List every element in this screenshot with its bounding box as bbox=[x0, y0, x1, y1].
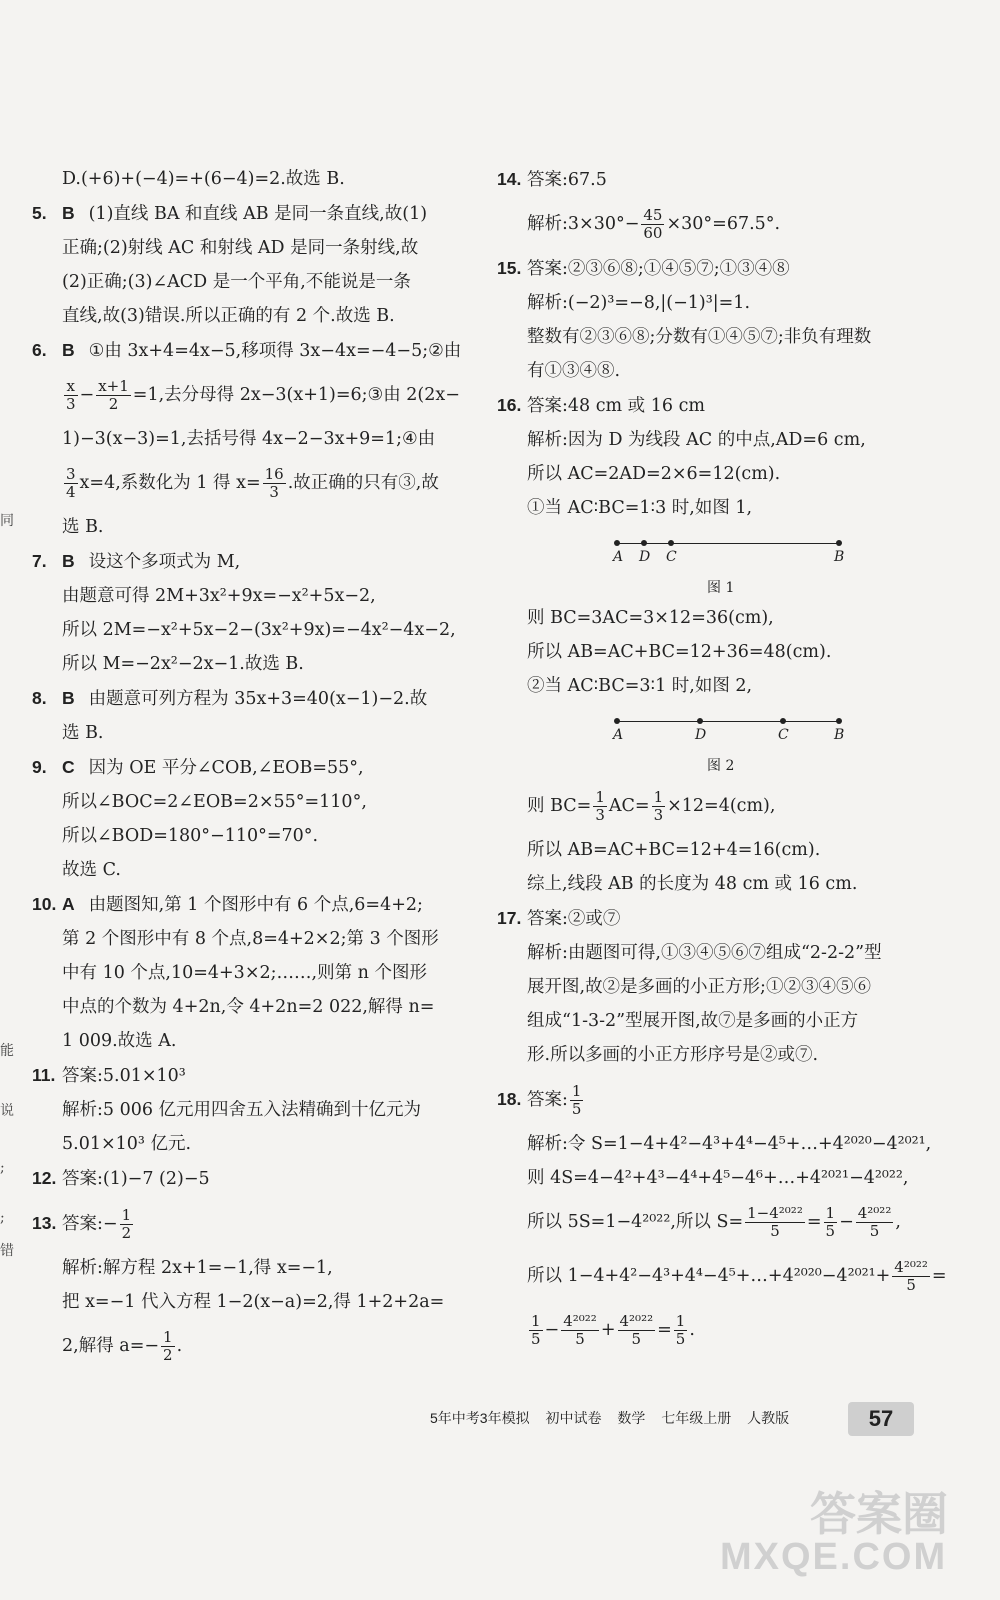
item-number: 7. bbox=[32, 551, 47, 571]
answer-line: 所以∠BOD=180°−110°=70°. bbox=[62, 826, 319, 846]
point-c bbox=[668, 540, 674, 546]
answer-item-14 bbox=[497, 162, 952, 251]
item-number: 18. bbox=[497, 1089, 522, 1109]
answer-line: 整数有②③⑥⑧;分数有①④⑤⑦;非负有理数 bbox=[527, 327, 872, 347]
answer-item-4 bbox=[32, 162, 480, 196]
answer-item-5 bbox=[32, 196, 480, 333]
fraction: $\frac{45}{60}$ bbox=[643, 205, 663, 242]
point-a bbox=[614, 540, 620, 546]
answer-line: 综上,线段 AB 的长度为 48 cm 或 16 cm. bbox=[527, 874, 858, 894]
answer-line: 解析:令 S=1−4+4²−4³+4⁴−4⁵+…+4²⁰²⁰−4²⁰²¹, bbox=[527, 1134, 932, 1154]
answer-item-7 bbox=[32, 544, 480, 681]
answer-line: 1 009.故选 A. bbox=[62, 1031, 177, 1051]
answer-line: 答案:5.01×10³ bbox=[62, 1066, 186, 1086]
answer-line: 设这个多项式为 M, bbox=[88, 552, 241, 572]
point-b bbox=[836, 718, 842, 724]
answer-line: 故选 C. bbox=[62, 860, 121, 880]
answer-line: 选 B. bbox=[62, 723, 104, 743]
right-column bbox=[497, 162, 952, 1357]
book-grade: 七年级上册 bbox=[661, 1410, 732, 1426]
answer-line: 答案: bbox=[527, 1090, 568, 1110]
answer-line: ①由 3x+4=4x−5,移项得 3x−4x=−4−5;②由 bbox=[88, 341, 462, 361]
point-label: C bbox=[778, 727, 789, 743]
choice-answer: A bbox=[62, 894, 75, 914]
item-number: 6. bbox=[32, 340, 47, 360]
point-label: A bbox=[613, 549, 624, 565]
left-column bbox=[32, 162, 480, 1373]
answer-line: 答案:②③⑥⑧;①④⑤⑦;①③④⑧ bbox=[527, 259, 790, 279]
choice-answer: B bbox=[62, 688, 75, 708]
fraction: $\frac{\text{1−4²⁰²²}}{5}$ bbox=[747, 1203, 803, 1240]
answer-line: (1)直线 BA 和直线 AB 是同一条直线,故(1) bbox=[88, 204, 428, 224]
choice-answer: C bbox=[62, 757, 75, 777]
answer-line: 答案:②或⑦ bbox=[527, 909, 621, 929]
answer-line: 由题意可得 2M+3x²+9x=−x²+5x−2, bbox=[62, 586, 376, 606]
answer-line: ②当 AC∶BC=3∶1 时,如图 2, bbox=[527, 676, 753, 696]
item-number: 15. bbox=[497, 258, 522, 278]
page-footer bbox=[430, 1408, 801, 1428]
edge-fragment: 能 bbox=[0, 1043, 14, 1059]
answer-line: (2)正确;(3)∠ACD 是一个平角,不能说是一条 bbox=[62, 272, 411, 292]
answer-item-9 bbox=[32, 750, 480, 887]
segment-figure-1 bbox=[527, 529, 952, 601]
answer-item-15 bbox=[497, 251, 952, 388]
choice-answer: B bbox=[62, 340, 75, 360]
answer-line: 直线,故(3)错误.所以正确的有 2 个.故选 B. bbox=[62, 306, 395, 326]
figure-caption: 图 2 bbox=[707, 758, 735, 774]
answer-line: 答案:48 cm 或 16 cm bbox=[527, 396, 705, 416]
answer-line: 展开图,故②是多画的小正方形;①②③④⑤⑥ bbox=[527, 977, 871, 997]
fraction: $\frac{x}{3}$ bbox=[66, 376, 76, 413]
answer-line: 正确;(2)射线 AC 和射线 AD 是同一条射线,故 bbox=[62, 238, 419, 258]
point-c bbox=[780, 718, 786, 724]
answer-line: 5.01×10³ 亿元. bbox=[62, 1134, 192, 1154]
point-label: D bbox=[639, 549, 651, 565]
point-b bbox=[836, 540, 842, 546]
edge-fragment: 错 bbox=[0, 1243, 14, 1259]
item-number: 10. bbox=[32, 894, 57, 914]
item-number: 16. bbox=[497, 395, 522, 415]
item-number: 17. bbox=[497, 908, 522, 928]
answer-line: 所以 5S=1−4²⁰²²,所以 S= $\frac{\text{1−4²⁰²²}}{5}$ = $\frac{1}{5}$ − $\frac{\text{4²⁰²²}}{5}$ , bbox=[527, 1203, 901, 1240]
answer-item-11 bbox=[32, 1058, 480, 1161]
answer-line: $\frac{3}{4}$ x=4,系数化为 1 得 x= $\frac{16}{3}$ .故正确的只有③,故 bbox=[66, 464, 439, 501]
answer-line: 所以 1−4+4²−4³+4⁴−4⁵+…+4²⁰²⁰−4²⁰²¹+ $\frac{\text{4²⁰²²}}{5}$ = bbox=[527, 1257, 947, 1294]
answer-line: 答案:(1)−7 (2)−5 bbox=[62, 1169, 210, 1189]
answer-line: 2,解得 a=− $\frac{1}{2}$ . bbox=[62, 1327, 183, 1364]
fraction: $\frac{x+1}{2}$ bbox=[98, 376, 129, 413]
book-series: 5年中考3年模拟 bbox=[430, 1410, 530, 1426]
answer-line: 1)−3(x−3)=1,去括号得 4x−2−3x+9=1;④由 bbox=[62, 429, 436, 449]
book-type: 初中试卷 bbox=[545, 1410, 602, 1426]
point-label: B bbox=[834, 727, 845, 743]
answer-item-10 bbox=[32, 887, 480, 1058]
answer-line: 则 4S=4−4²+4³−4⁴+4⁵−4⁶+…+4²⁰²¹−4²⁰²², bbox=[527, 1168, 909, 1188]
answer-line: 所以 AB=AC+BC=12+4=16(cm). bbox=[527, 840, 821, 860]
segment-line bbox=[617, 543, 839, 544]
item-number: 13. bbox=[32, 1213, 57, 1233]
fraction: $\frac{1}{5}$ bbox=[825, 1203, 836, 1240]
edge-fragment: ; bbox=[0, 1210, 5, 1226]
answer-line: 第 2 个图形中有 8 个点,8=4+2×2;第 3 个图形 bbox=[62, 929, 439, 949]
answer-line: $\frac{1}{5}$ − $\frac{\text{4²⁰²²}}{5}$ + $\frac{\text{4²⁰²²}}{5}$ = $\frac{1}{5}$ . bbox=[531, 1311, 695, 1348]
answer-line: 所以 2M=−x²+5x−2−(3x²+9x)=−4x²−4x−2, bbox=[62, 620, 456, 640]
answer-line: 解析:由题图可得,①③④⑤⑥⑦组成“2-2-2”型 bbox=[527, 943, 882, 963]
answer-line: 所以 M=−2x²−2x−1.故选 B. bbox=[62, 654, 304, 674]
watermark-logo: 答案圈 MXQE.COM bbox=[720, 1488, 948, 1578]
edge-fragment: 同 bbox=[0, 513, 14, 529]
point-label: D bbox=[695, 727, 707, 743]
fraction: $\frac{16}{3}$ bbox=[264, 464, 284, 501]
fraction: $\frac{1}{3}$ bbox=[653, 787, 664, 824]
fraction: $\frac{1}{3}$ bbox=[595, 787, 605, 824]
choice-answer: B bbox=[62, 551, 75, 571]
choice-answer: B bbox=[62, 203, 75, 223]
point-d bbox=[641, 540, 647, 546]
figure-caption: 图 1 bbox=[707, 580, 735, 596]
answer-line: 把 x=−1 代入方程 1−2(x−a)=2,得 1+2+2a= bbox=[62, 1292, 445, 1312]
answer-line: 则 BC=3AC=3×12=36(cm), bbox=[527, 608, 774, 628]
book-subject: 数学 bbox=[617, 1410, 646, 1426]
fraction: $\frac{\text{4²⁰²²}}{5}$ bbox=[563, 1311, 597, 1348]
segment-figure-2 bbox=[527, 707, 952, 779]
item-number: 8. bbox=[32, 688, 47, 708]
item-number: 12. bbox=[32, 1168, 57, 1188]
answer-line: 所以 AC=2AD=2×6=12(cm). bbox=[527, 464, 781, 484]
fraction: $\frac{1}{5}$ bbox=[675, 1311, 686, 1348]
answer-line: 解析:3×30°− $\frac{45}{60}$ ×30°=67.5°. bbox=[527, 205, 781, 242]
answer-line: 解析:因为 D 为线段 AC 的中点,AD=6 cm, bbox=[527, 430, 866, 450]
edge-fragment: 说 bbox=[0, 1103, 14, 1119]
answer-line: 解析:解方程 2x+1=−1,得 x=−1, bbox=[62, 1258, 333, 1278]
fraction: $\frac{1}{5}$ bbox=[531, 1311, 541, 1348]
answer-item-18 bbox=[497, 1072, 952, 1357]
answer-line: 所以∠BOC=2∠EOB=2×55°=110°, bbox=[62, 792, 367, 812]
answer-line: 形.所以多画的小正方形序号是②或⑦. bbox=[527, 1045, 819, 1065]
answer-line: 答案:67.5 bbox=[527, 170, 607, 190]
answer-line: 解析:5 006 亿元用四舍五入法精确到十亿元为 bbox=[62, 1100, 422, 1120]
point-a bbox=[614, 718, 620, 724]
page-number: 57 bbox=[848, 1402, 914, 1436]
edge-fragment: ; bbox=[0, 1160, 5, 1176]
answer-line: 由题意可列方程为 35x+3=40(x−1)−2.故 bbox=[88, 689, 428, 709]
book-edition: 人教版 bbox=[747, 1410, 790, 1426]
answer-line: 组成“1-3-2”型展开图,故⑦是多画的小正方 bbox=[527, 1011, 859, 1031]
fraction: $\frac{1}{2}$ bbox=[163, 1327, 173, 1364]
answer-item-6 bbox=[32, 333, 480, 544]
fraction: $\frac{\text{4²⁰²²}}{5}$ bbox=[619, 1311, 654, 1348]
answer-item-12 bbox=[32, 1161, 480, 1196]
answer-item-17 bbox=[497, 901, 952, 1072]
point-label: B bbox=[834, 549, 845, 565]
item-number: 5. bbox=[32, 203, 47, 223]
answer-item-8 bbox=[32, 681, 480, 750]
answer-line: 所以 AB=AC+BC=12+36=48(cm). bbox=[527, 642, 832, 662]
answer-line: $\frac{x}{3}$ − $\frac{x+1}{2}$ =1,去分母得 2x−3(x+1)=6;③由 2(2x− bbox=[66, 376, 460, 413]
answer-line: 解析:(−2)³=−8,|(−1)³|=1. bbox=[527, 293, 751, 313]
answer-item-16 bbox=[497, 388, 952, 901]
fraction: $\frac{\text{4²⁰²²}}{5}$ bbox=[857, 1203, 892, 1240]
fraction: $\frac{3}{4}$ bbox=[66, 464, 76, 501]
answer-item-13 bbox=[32, 1196, 480, 1373]
answer-line: 由题图知,第 1 个图形中有 6 个点,6=4+2; bbox=[88, 895, 423, 915]
point-d bbox=[697, 718, 703, 724]
answer-line: 有①③④⑧. bbox=[527, 361, 621, 381]
answer-line: 中有 10 个点,10=4+3×2;……,则第 n 个图形 bbox=[62, 963, 427, 983]
answer-line: 则 BC= $\frac{1}{3}$ AC= $\frac{1}{3}$ ×12=4(cm), bbox=[527, 787, 776, 824]
point-label: A bbox=[613, 727, 624, 743]
answer-line: 中点的个数为 4+2n,令 4+2n=2 022,解得 n= bbox=[62, 997, 435, 1017]
answer-line: 选 B. bbox=[62, 517, 104, 537]
fraction: $\frac{1}{5}$ bbox=[571, 1081, 582, 1118]
answer-line: ①当 AC∶BC=1∶3 时,如图 1, bbox=[527, 498, 753, 518]
segment-line bbox=[617, 721, 839, 722]
item-number: 9. bbox=[32, 757, 47, 777]
item-number: 11. bbox=[32, 1065, 56, 1085]
answer-line: 答案:− bbox=[62, 1214, 118, 1234]
item-number: 14. bbox=[497, 169, 522, 189]
answer-line: D.(+6)+(−4)=+(6−4)=2.故选 B. bbox=[62, 169, 345, 189]
point-label: C bbox=[666, 549, 677, 565]
fraction: $\frac{\text{4²⁰²²}}{5}$ bbox=[894, 1257, 928, 1294]
answer-line: 因为 OE 平分∠COB,∠EOB=55°, bbox=[88, 758, 364, 778]
fraction: $\frac{1}{2}$ bbox=[121, 1205, 132, 1242]
